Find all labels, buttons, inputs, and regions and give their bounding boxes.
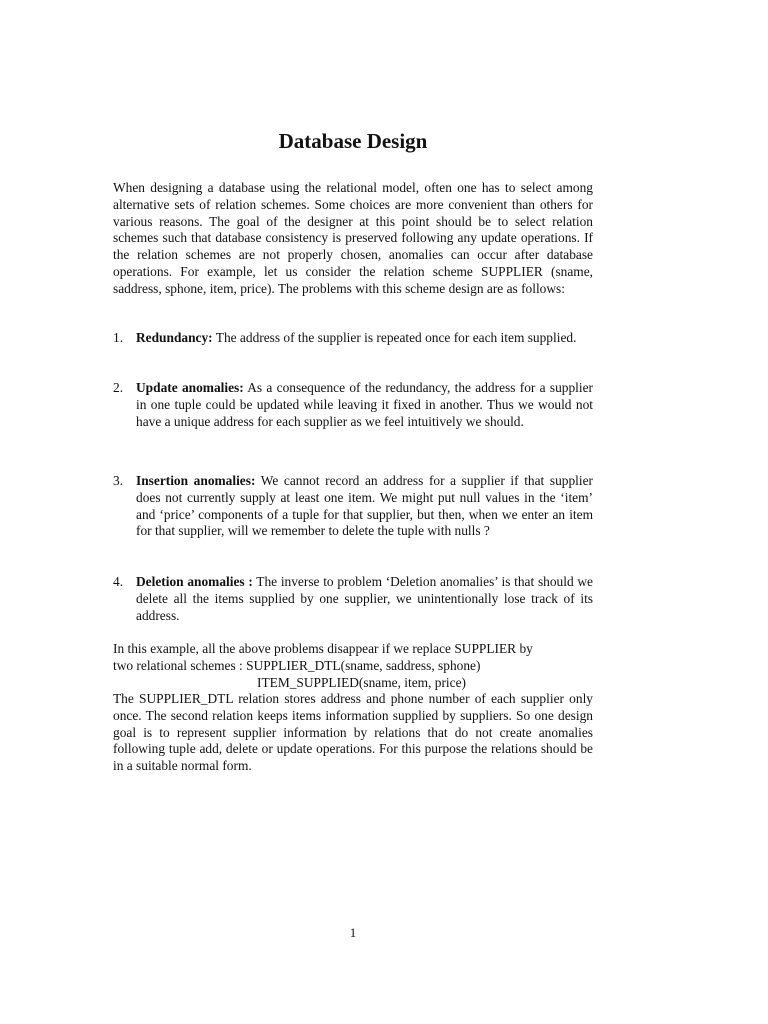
- intro-paragraph: When designing a database using the relational model, often one has to select among alternative sets of relation schemes. Some choices are more convenient than others for various reasons. The goal of the designer at this point should be to select relation schemes such that database consistency is preserved following any update operations. If the relation schemes are not properly chosen, anomalies can occur after database operations. For example, let us consider the relation scheme SUPPLIER (sname, saddress, sphone, item, price). The problems with this scheme design are as follows:: [113, 180, 593, 296]
- list-item-text: The address of the supplier is repeated once for each item supplied.: [212, 330, 577, 345]
- closing-line: In this example, all the above problems disappear if we replace SUPPLIER by: [113, 641, 533, 656]
- list-item: [113, 473, 593, 540]
- list-item-text: The inverse to problem ‘Deletion anomalies’ is that should we delete all the items supplied by one supplier, we unintentionally lose track of its address.: [136, 574, 593, 623]
- closing-paragraph: The SUPPLIER_DTL relation stores address and phone number of each supplier only once. The second relation keeps items information supplied by suppliers. So one design goal is to represent supplier information by relations that do not create anomalies following tuple add, delete or update operations. For this purpose the relations should be in a suitable normal form.: [113, 691, 593, 774]
- list-item-number: 2.: [113, 380, 124, 395]
- list-item-term: Deletion anomalies :: [136, 574, 253, 589]
- list-item-number: 3.: [113, 473, 124, 488]
- list-item-content: [136, 574, 593, 624]
- list-item-content: [136, 380, 593, 430]
- page-title: Database Design: [278, 129, 428, 153]
- list-item-text: As a consequence of the redundancy, the address for a supplier in one tuple could be updated while leaving it fixed in another. Thus we would not have a unique address for each supplier as we feel intuitively we should.: [136, 380, 593, 429]
- list-item-content: [136, 330, 593, 347]
- list-item-term: Insertion anomalies:: [136, 473, 256, 488]
- list-item-text: We cannot record an address for a supplier if that supplier does not currently supply at least one item. We might put null values in the ‘item’ and ‘price’ components of a tuple for that supplier, but then, when we enter an item for that supplier, will we remember to delete the tuple with nulls ?: [136, 473, 594, 539]
- closing-line: two relational schemes : SUPPLIER_DTL(sname, saddress, sphone): [113, 657, 481, 673]
- list-item-number: 4.: [113, 574, 124, 589]
- list-item: [113, 574, 593, 624]
- list-item-term: Update anomalies:: [136, 380, 244, 395]
- list-item-content: [136, 473, 593, 540]
- page-number: 1: [349, 925, 357, 940]
- list-item: [113, 380, 593, 430]
- list-item-term: Redundancy:: [136, 330, 213, 345]
- closing-indented-line: ITEM_SUPPLIED(sname, item, price): [257, 674, 466, 690]
- closing-intro: [113, 641, 593, 691]
- list-item-number: 1.: [113, 330, 124, 345]
- list-item: [113, 330, 593, 347]
